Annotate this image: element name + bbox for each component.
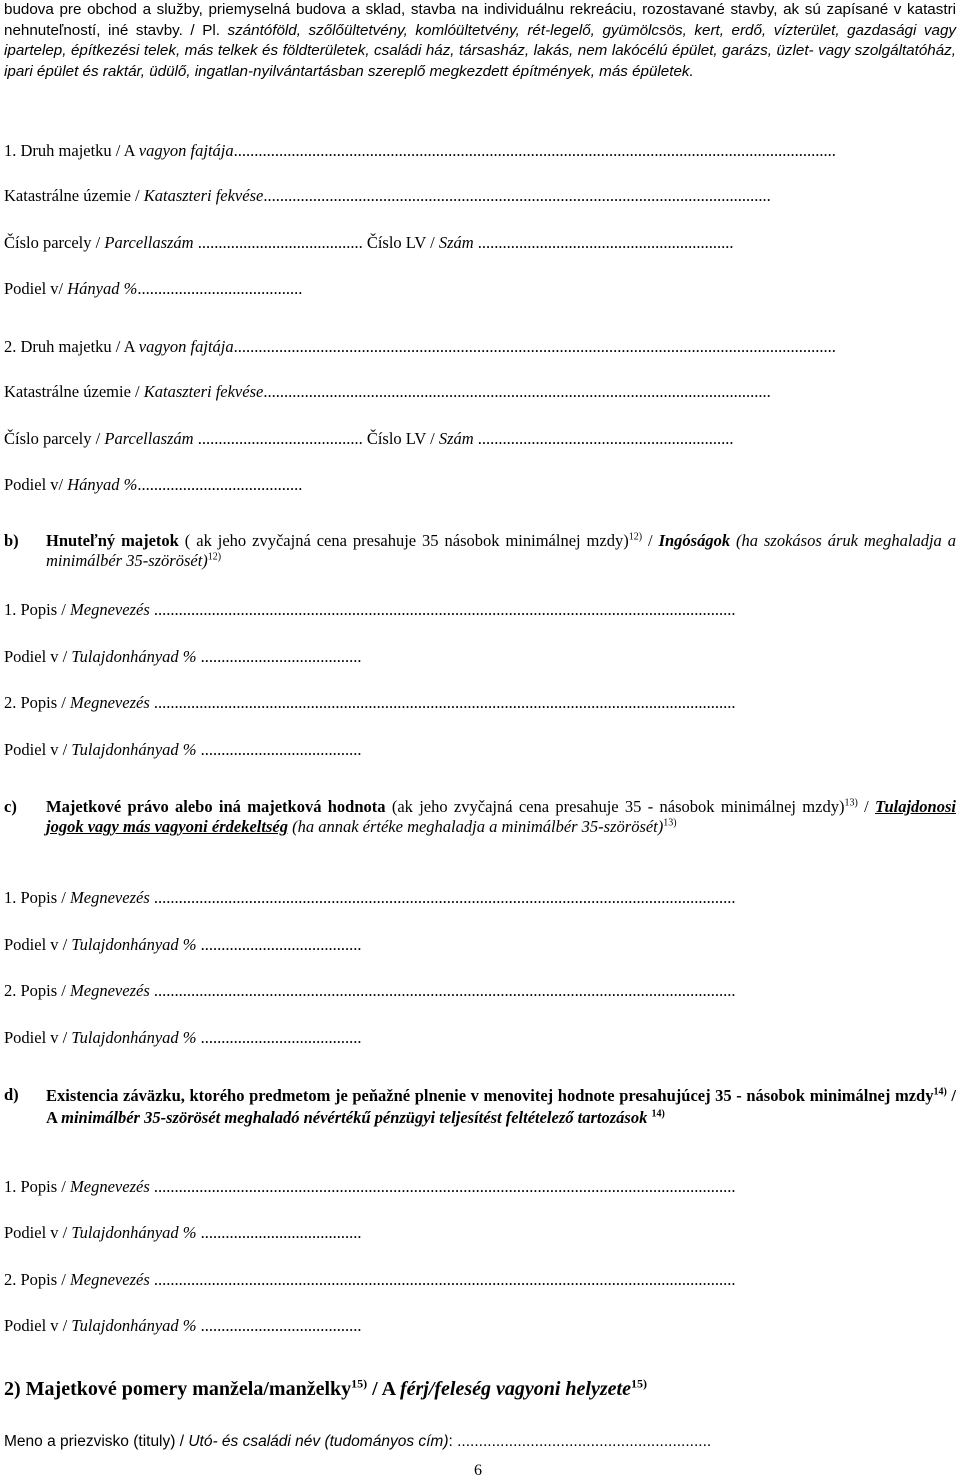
intro-hu-text: szántóföld, szőlőültetvény, komlóültetvény, rét-legelő, gyümölcsös, kert, erdő, vízterület, gazdasági vagy ipartelep, építkezési telek, más telkek és földterületek, családi ház, társasház, lakás, nem lakócélú épület, garázs, üzlet- vagy szolgáltatóház, ipari épület és raktár, üdülő, ingatlan-nyilvántartásban szereplő megkezdett építmények, más épületek. (4, 21, 956, 80)
section-b-label: b) (4, 531, 19, 550)
intro-sk-text: budova pre obchod a služby, priemyselná budova a sklad, stavba na individuálnu rekreáciu, rozostavané stavby, ak sú zapísané v katastri nehnuteľností, iné stavby. / Pl. (4, 1, 956, 39)
cadastral-line-2: Katastrálne územie / Kataszteri fekvése........................................................................................................................... (4, 382, 771, 401)
section-d-heading: d) Existencia záväzku, ktorého predmetom je peňažné plnenie v menovitej hodnote presahujúcej 35 - násobok minimálnej mzdy$^{14)}$ / A minimálbér 35-szörösét meghaladó névértékű pénzügyi teljesítést feltételező tartozások $^{14)}$ (4, 1085, 956, 1127)
section-b-desc-2: 2. Popis / Megnevezés ............................................................................................................................................. (4, 693, 736, 712)
section-2-heading: 2) Majetkové pomery manžela/manželky$^{15)}$ / A férj/feleség vagyoni helyzete$^{15)}$ (4, 1376, 647, 1400)
share-line-2: Podiel v/ Hányad %........................................ (4, 475, 303, 494)
section-d-label: d) (4, 1085, 19, 1104)
section-c-heading: c) Majetkové právo alebo iná majetková hodnota (ak jeho zvyčajná cena presahuje 35 - násobok minimálnej mzdy)$^{13)}$ / Tulajdonosi jogok vagy más vagyoni érdekeltség (ha annak értéke meghaladja a minimálbér 35-szörösét)$^{13)}$ (4, 797, 956, 836)
name-line: Meno a priezvisko (tituly) / Utó- és családi név (tudományos cím): ........................................................... (4, 1433, 712, 1450)
section-c-desc-2: 2. Popis / Megnevezés ............................................................................................................................................. (4, 981, 736, 1000)
share-line-1: Podiel v/ Hányad %........................................ (4, 279, 303, 298)
page-number: 6 (474, 1462, 482, 1479)
section-b-heading: b) Hnuteľný majetok ( ak jeho zvyčajná cena presahuje 35 násobok minimálnej mzdy)$^{12)}$ / Ingóságok (ha szokásos áruk meghaladja a minimálbér 35-szörösét)$^{12)}$ (4, 531, 957, 570)
section-b-desc-1: 1. Popis / Megnevezés ............................................................................................................................................. (4, 600, 736, 619)
section-d-desc-2: 2. Popis / Megnevezés ............................................................................................................................................. (4, 1270, 736, 1289)
section-d-desc-1: 1. Popis / Megnevezés ............................................................................................................................................. (4, 1177, 736, 1196)
section-c-share-2: Podiel v / Tulajdonhányad % ....................................... (4, 1028, 362, 1047)
section-c-share-1: Podiel v / Tulajdonhányad % ....................................... (4, 935, 362, 954)
section-b-share-1: Podiel v / Tulajdonhányad % ....................................... (4, 647, 362, 666)
section-d-share-2: Podiel v / Tulajdonhányad % ....................................... (4, 1316, 362, 1335)
intro-paragraph (4, 0, 956, 82)
parcel-line-2: Číslo parcely / Parcellaszám ........................................ Číslo LV / Szám .............................................................. (4, 429, 734, 448)
property-type-line-1: 1. Druh majetku / A vagyon fajtája.................................................................................................................................................. (4, 141, 836, 160)
cadastral-line-1: Katastrálne územie / Kataszteri fekvése........................................................................................................................... (4, 186, 771, 205)
parcel-line-1: Číslo parcely / Parcellaszám ........................................ Číslo LV / Szám .............................................................. (4, 233, 734, 252)
section-b-share-2: Podiel v / Tulajdonhányad % ....................................... (4, 740, 362, 759)
section-d-share-1: Podiel v / Tulajdonhányad % ....................................... (4, 1223, 362, 1242)
section-c-desc-1: 1. Popis / Megnevezés ............................................................................................................................................. (4, 888, 736, 907)
section-c-label: c) (4, 797, 17, 816)
property-type-line-2: 2. Druh majetku / A vagyon fajtája.................................................................................................................................................. (4, 337, 836, 356)
